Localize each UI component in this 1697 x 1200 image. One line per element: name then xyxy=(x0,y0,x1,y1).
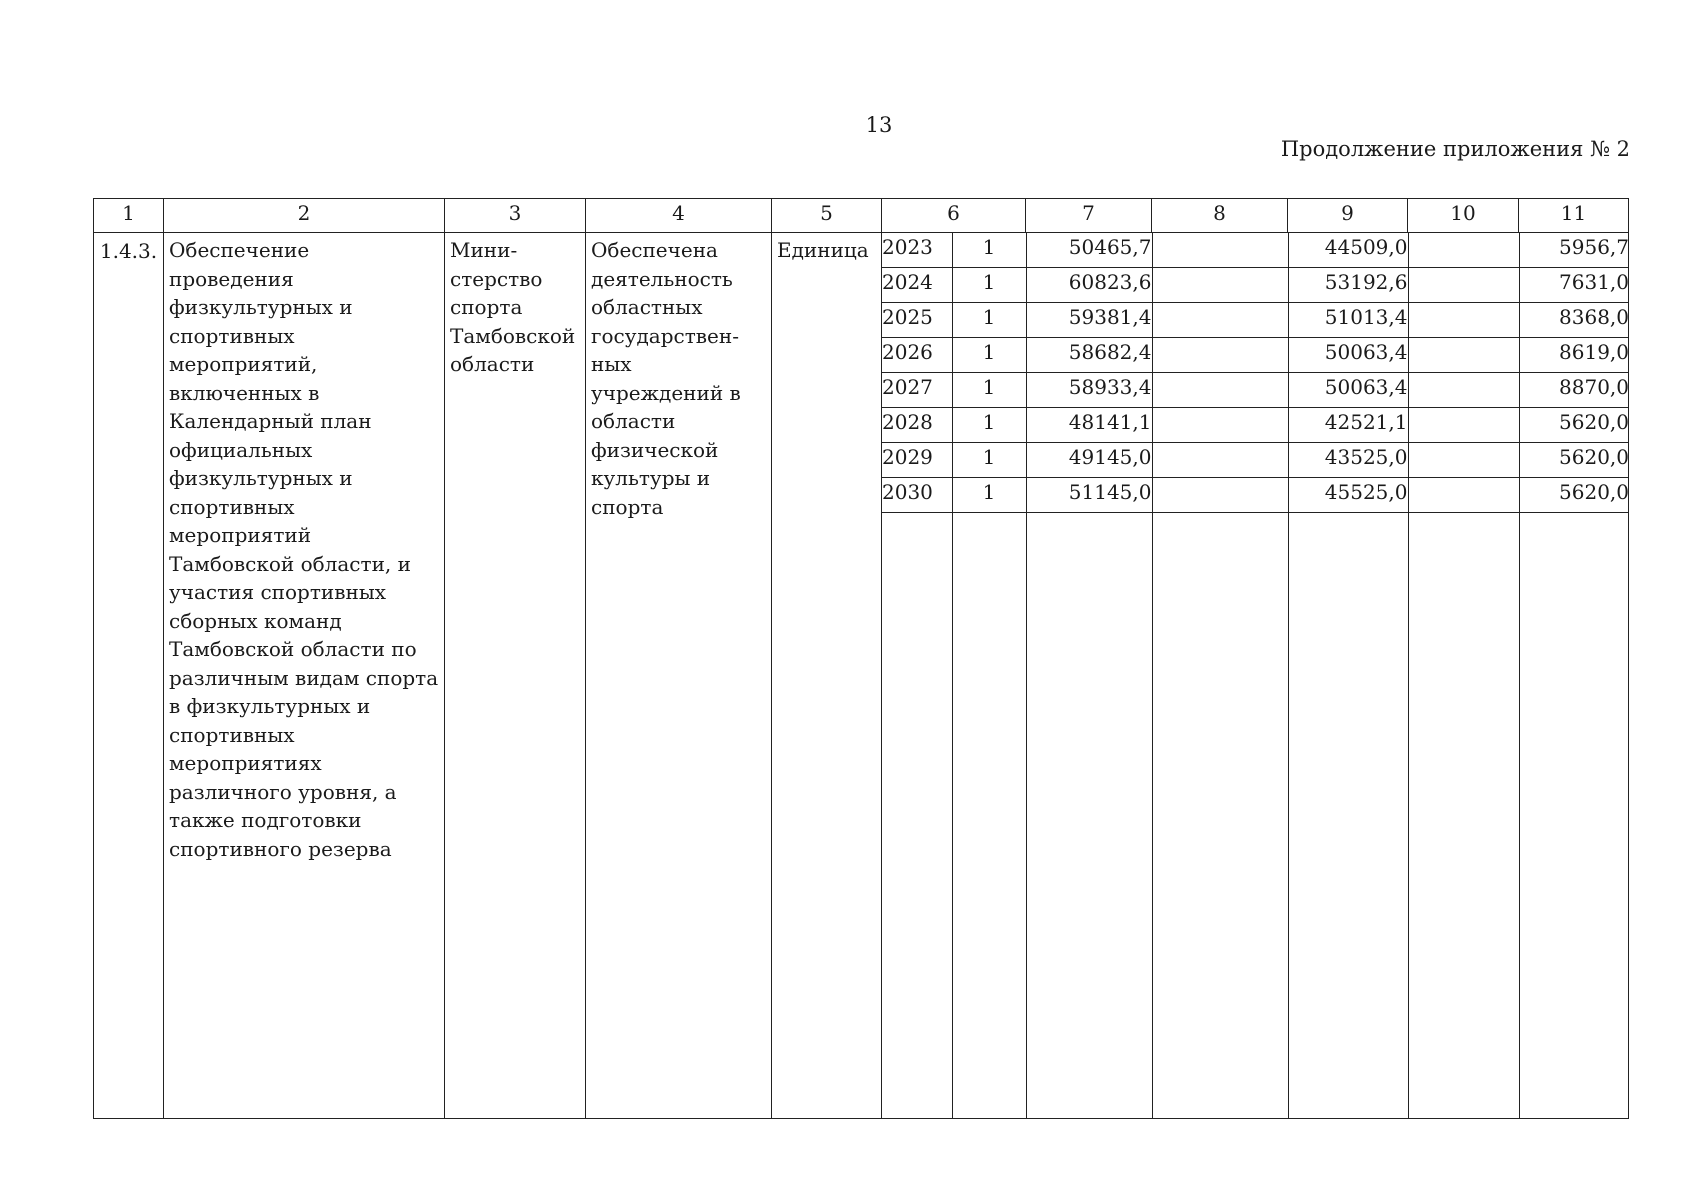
year-cell: 2027 xyxy=(882,373,952,408)
col11-value: 8619,0 xyxy=(1519,338,1629,373)
col11-value: 8368,0 xyxy=(1519,303,1629,338)
year-cell: 2028 xyxy=(882,408,952,443)
col8-value xyxy=(1152,373,1288,408)
col11-value: 5956,7 xyxy=(1519,233,1629,268)
col9-value: 44509,0 xyxy=(1288,233,1408,268)
quantity-cell: 1 xyxy=(952,408,1026,443)
col10-value xyxy=(1408,268,1519,303)
empty-cell xyxy=(1519,513,1629,1119)
yearly-values-table xyxy=(882,233,1629,1118)
col8-value xyxy=(1152,443,1288,478)
quantity-cell: 1 xyxy=(952,338,1026,373)
col9-value: 45525,0 xyxy=(1288,478,1408,513)
year-cell: 2025 xyxy=(882,303,952,338)
col9-value: 42521,1 xyxy=(1288,408,1408,443)
col7-value: 50465,7 xyxy=(1026,233,1152,268)
empty-cell xyxy=(952,513,1026,1119)
col7-value: 58682,4 xyxy=(1026,338,1152,373)
empty-cell xyxy=(1408,513,1519,1119)
col8-value xyxy=(1152,268,1288,303)
data-row xyxy=(94,233,1629,1119)
header-cell: 3 xyxy=(445,199,586,233)
col11-value: 5620,0 xyxy=(1519,443,1629,478)
header-cell: 10 xyxy=(1408,199,1519,233)
col8-value xyxy=(1152,303,1288,338)
year-cell: 2024 xyxy=(882,268,952,303)
empty-cell xyxy=(1152,513,1288,1119)
quantity-cell: 1 xyxy=(952,443,1026,478)
expected-result: Обеспечена деятельность областных государствен-ных учреждений в области физической культуры и спорта xyxy=(586,233,772,1119)
col11-value: 8870,0 xyxy=(1519,373,1629,408)
col9-value: 53192,6 xyxy=(1288,268,1408,303)
header-cell: 1 xyxy=(94,199,164,233)
year-row xyxy=(882,443,1629,478)
col9-value: 43525,0 xyxy=(1288,443,1408,478)
col8-value xyxy=(1152,408,1288,443)
col11-value: 5620,0 xyxy=(1519,478,1629,513)
year-row xyxy=(882,233,1629,268)
col7-value: 48141,1 xyxy=(1026,408,1152,443)
col11-value: 7631,0 xyxy=(1519,268,1629,303)
col9-value: 50063,4 xyxy=(1288,338,1408,373)
year-cell: 2023 xyxy=(882,233,952,268)
header-cell: 9 xyxy=(1288,199,1408,233)
year-row xyxy=(882,268,1629,303)
col10-value xyxy=(1408,373,1519,408)
col10-value xyxy=(1408,233,1519,268)
header-cell: 5 xyxy=(772,199,882,233)
year-row xyxy=(882,478,1629,513)
year-row xyxy=(882,408,1629,443)
empty-space-row xyxy=(882,513,1629,1119)
col7-value: 60823,6 xyxy=(1026,268,1152,303)
col7-value: 49145,0 xyxy=(1026,443,1152,478)
header-cell: 11 xyxy=(1519,199,1629,233)
header-cell: 7 xyxy=(1026,199,1152,233)
col7-value: 59381,4 xyxy=(1026,303,1152,338)
quantity-cell: 1 xyxy=(952,233,1026,268)
col7-value: 51145,0 xyxy=(1026,478,1152,513)
col10-value xyxy=(1408,338,1519,373)
continuation-label: Продолжение приложения № 2 xyxy=(1280,137,1630,161)
year-cell: 2026 xyxy=(882,338,952,373)
appendix-table xyxy=(93,198,1629,1119)
col8-value xyxy=(1152,478,1288,513)
empty-cell xyxy=(1026,513,1152,1119)
col9-value: 50063,4 xyxy=(1288,373,1408,408)
col10-value xyxy=(1408,478,1519,513)
year-cell: 2029 xyxy=(882,443,952,478)
measure-description: Обеспечение проведения физкультурных и спортивных мероприятий, включенных в Календарный план официальных физкультурных и спортивных мероприятий Тамбовской области, и участия спортивных сборных команд Тамбовской области по различным видам спорта в физкультурных и спортивных мероприятиях различного уровня, а также подготовки спортивного резерва xyxy=(164,233,445,1119)
quantity-cell: 1 xyxy=(952,373,1026,408)
year-row xyxy=(882,303,1629,338)
year-cell: 2030 xyxy=(882,478,952,513)
quantity-cell: 1 xyxy=(952,268,1026,303)
quantity-cell: 1 xyxy=(952,303,1026,338)
empty-cell xyxy=(1288,513,1408,1119)
col11-value: 5620,0 xyxy=(1519,408,1629,443)
unit-of-measure: Единица xyxy=(772,233,882,1119)
header-cell: 4 xyxy=(586,199,772,233)
quantity-cell: 1 xyxy=(952,478,1026,513)
col10-value xyxy=(1408,443,1519,478)
col7-value: 58933,4 xyxy=(1026,373,1152,408)
header-cell: 6 xyxy=(882,199,1026,233)
col10-value xyxy=(1408,408,1519,443)
header-cell: 2 xyxy=(164,199,445,233)
empty-cell xyxy=(882,513,952,1119)
header-cell: 8 xyxy=(1152,199,1288,233)
yearly-values-block xyxy=(882,233,1629,1119)
year-row xyxy=(882,338,1629,373)
col8-value xyxy=(1152,233,1288,268)
item-number: 1.4.3. xyxy=(94,233,164,1119)
header-row xyxy=(94,199,1629,233)
col8-value xyxy=(1152,338,1288,373)
page-number: 13 xyxy=(865,113,893,137)
col9-value: 51013,4 xyxy=(1288,303,1408,338)
year-row xyxy=(882,373,1629,408)
responsible-executor: Мини-стерство спорта Тамбовской области xyxy=(445,233,586,1119)
col10-value xyxy=(1408,303,1519,338)
